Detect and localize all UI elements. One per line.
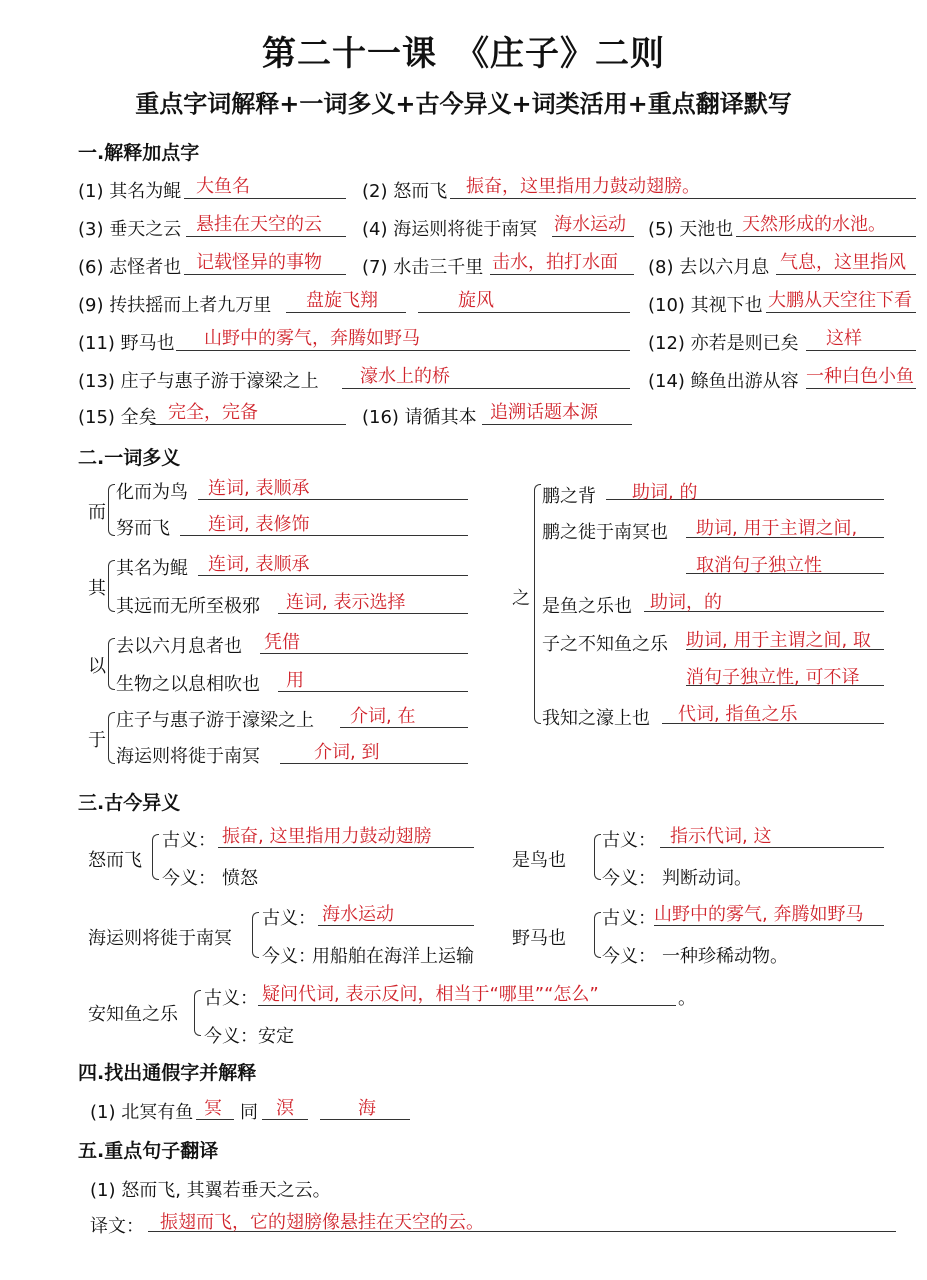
- jin-3: 用船舶在海洋上运输: [312, 946, 474, 967]
- question-16: (16) 请循其本: [362, 407, 477, 428]
- answer-line: [806, 350, 916, 351]
- answer-line: [286, 312, 406, 313]
- tongjia-tong: 同: [240, 1102, 258, 1123]
- page-subtitle: 重点字词解释+一词多义+古今异义+词类活用+重点翻译默写: [135, 90, 792, 118]
- gujin-key-2: 是鸟也: [512, 850, 566, 871]
- yu-a2: 介词, 到: [314, 742, 380, 763]
- answer-line: [278, 691, 468, 692]
- jin-4: 一种珍稀动物。: [662, 946, 788, 967]
- question-5: (5) 天池也: [648, 219, 734, 240]
- gu-2: 指示代词, 这: [670, 826, 772, 847]
- answer-6: 记载怪异的事物: [196, 252, 322, 273]
- tongjia-benzi: 溟: [276, 1098, 294, 1119]
- er-a1: 连词, 表顺承: [208, 478, 310, 499]
- brace: [194, 990, 201, 1036]
- translation-label: 译文：: [90, 1216, 144, 1237]
- question-8: (8) 去以六月息: [648, 257, 770, 278]
- jin-1: 愤怒: [222, 868, 258, 889]
- answer-4: 海水运动: [554, 214, 626, 235]
- answer-7: 击水，拍打水面: [492, 252, 618, 273]
- answer-line: [776, 274, 916, 275]
- qi-q1: 其名为鲲: [116, 558, 188, 579]
- jin-5: 安定: [258, 1026, 294, 1047]
- question-14: (14) 鲦鱼出游从容: [648, 371, 799, 392]
- question-1: (1) 其名为鲲: [78, 181, 182, 202]
- brace: [108, 560, 115, 612]
- zhi-q5: 我知之濠上也: [542, 708, 650, 729]
- page-title: 第二十一课 《庄子》二则: [262, 34, 665, 74]
- answer-line: [150, 424, 346, 425]
- yi-a2: 用: [286, 670, 304, 691]
- section-3-heading: 三.古今异义: [78, 792, 181, 814]
- answer-line: [184, 274, 346, 275]
- question-13: (13) 庄子与惠子游于濠梁之上: [78, 371, 319, 392]
- answer-line: [184, 198, 346, 199]
- brace: [108, 484, 115, 536]
- section-1-heading: 一.解释加点字: [78, 142, 200, 164]
- answer-line: [342, 388, 630, 389]
- zhi-q2: 鹏之徙于南冥也: [542, 522, 668, 543]
- qi-a1: 连词, 表顺承: [208, 554, 310, 575]
- jin-label: 今义：: [602, 868, 656, 889]
- answer-14: 一种白色小鱼: [806, 366, 914, 387]
- translation-question: (1) 怒而飞, 其翼若垂天之云。: [90, 1180, 331, 1201]
- tongjia-meaning: 海: [358, 1098, 376, 1119]
- zhi-a4b: 消句子独立性, 可不译: [686, 667, 860, 688]
- answer-15: 完全，完备: [168, 402, 258, 423]
- yi-a1: 凭借: [264, 632, 300, 653]
- answer-13: 濠水上的桥: [360, 366, 450, 387]
- zhi-a2b: 取消句子独立性: [696, 555, 822, 576]
- section-4-heading: 四.找出通假字并解释: [78, 1062, 257, 1084]
- qi-a2: 连词, 表示选择: [286, 592, 406, 613]
- gujin-key-1: 怒而飞: [88, 850, 142, 871]
- answer-9a: 盘旋飞翔: [306, 290, 378, 311]
- answer-line: [806, 388, 916, 389]
- brace: [594, 912, 601, 958]
- er-a2: 连词, 表修饰: [208, 514, 310, 535]
- question-2: (2) 怒而飞: [362, 181, 448, 202]
- gu-5-tail: 。: [678, 988, 696, 1009]
- question-9: (9) 抟扶摇而上者九万里: [78, 295, 272, 316]
- yi-q1: 去以六月息者也: [116, 636, 242, 657]
- keyword-er: 而: [88, 502, 106, 523]
- jin-label: 今义：: [602, 946, 656, 967]
- jin-2: 判断动词。: [662, 868, 752, 889]
- answer-line: [176, 350, 630, 351]
- zhi-q4: 子之不知鱼之乐: [542, 634, 668, 655]
- keyword-qi: 其: [88, 578, 106, 599]
- zhi-q3: 是鱼之乐也: [542, 596, 632, 617]
- section-2-heading: 二.一词多义: [78, 447, 181, 469]
- answer-line: [186, 236, 346, 237]
- gujin-key-5: 安知鱼之乐: [88, 1004, 178, 1025]
- answer-1: 大鱼名: [196, 176, 250, 197]
- gu-label: 古义：: [602, 908, 656, 929]
- question-7: (7) 水击三千里: [362, 257, 484, 278]
- zhi-q1: 鹏之背: [542, 486, 596, 507]
- answer-5: 天然形成的水池。: [742, 214, 886, 235]
- gu-1: 振奋, 这里指用力鼓动翅膀: [222, 826, 432, 847]
- section-5-heading: 五.重点句子翻译: [78, 1140, 219, 1162]
- translation-answer: 振翅而飞，它的翅膀像悬挂在天空的云。: [160, 1212, 484, 1233]
- zhi-a4: 助词, 用于主谓之间, 取: [686, 630, 871, 651]
- answer-2: 振奋，这里指用力鼓动翅膀。: [466, 176, 700, 197]
- brace: [252, 912, 259, 958]
- gu-4: 山野中的雾气, 奔腾如野马: [654, 904, 864, 925]
- question-3: (3) 垂天之云: [78, 219, 182, 240]
- gujin-key-3: 海运则将徙于南冥: [88, 928, 232, 949]
- tongjia-char: 冥: [204, 1098, 222, 1119]
- zhi-a2: 助词, 用于主谓之间,: [696, 518, 858, 539]
- answer-3: 悬挂在天空的云: [196, 214, 322, 235]
- yu-q1: 庄子与惠子游于濠梁之上: [116, 710, 314, 731]
- answer-line: [766, 312, 916, 313]
- zhi-a3: 助词，的: [650, 592, 722, 613]
- question-15: (15) 全矣: [78, 407, 157, 428]
- answer-line: [490, 274, 634, 275]
- keyword-zhi: 之: [512, 588, 530, 609]
- gu-label: 古义：: [204, 988, 258, 1009]
- question-6: (6) 志怪者也: [78, 257, 182, 278]
- answer-10: 大鹏从天空往下看: [768, 290, 912, 311]
- tongjia-question: (1) 北冥有鱼: [90, 1102, 194, 1123]
- keyword-yi: 以: [88, 656, 106, 677]
- answer-line: [552, 236, 634, 237]
- keyword-yu: 于: [88, 730, 106, 751]
- gujin-key-4: 野马也: [512, 928, 566, 949]
- brace: [108, 712, 115, 764]
- yu-a1: 介词, 在: [350, 706, 416, 727]
- answer-12: 这样: [826, 328, 862, 349]
- answer-line: [450, 198, 916, 199]
- zhi-a5: 代词, 指鱼之乐: [678, 704, 798, 725]
- jin-label: 今义：: [204, 1026, 258, 1047]
- er-q2: 努而飞: [116, 518, 170, 539]
- gu-5: 疑问代词, 表示反问，相当于“哪里”“怎么”: [262, 984, 599, 1005]
- answer-8: 气息，这里指风: [780, 252, 906, 273]
- answer-9b: 旋风: [458, 290, 494, 311]
- question-12: (12) 亦若是则已矣: [648, 333, 799, 354]
- yu-q2: 海运则将徙于南冥: [116, 746, 260, 767]
- gu-3: 海水运动: [322, 904, 394, 925]
- question-4: (4) 海运则将徙于南冥: [362, 219, 538, 240]
- jin-label: 今义：: [262, 946, 316, 967]
- answer-line: [482, 424, 632, 425]
- gu-label: 古义：: [602, 830, 656, 851]
- answer-line: [736, 236, 916, 237]
- brace: [152, 834, 159, 880]
- answer-line: [418, 312, 630, 313]
- er-q1: 化而为鸟: [116, 482, 188, 503]
- answer-11: 山野中的雾气，奔腾如野马: [204, 328, 420, 349]
- zhi-a1: 助词, 的: [632, 482, 698, 503]
- brace: [108, 638, 115, 690]
- question-11: (11) 野马也: [78, 333, 175, 354]
- gu-label: 古义：: [162, 830, 216, 851]
- yi-q2: 生物之以息相吹也: [116, 674, 260, 695]
- brace: [534, 484, 541, 724]
- jin-label: 今义：: [162, 868, 216, 889]
- question-10: (10) 其视下也: [648, 295, 763, 316]
- qi-q2: 其远而无所至极邪: [116, 596, 260, 617]
- answer-16: 追溯话题本源: [490, 402, 598, 423]
- gu-label: 古义：: [262, 908, 316, 929]
- brace: [594, 834, 601, 880]
